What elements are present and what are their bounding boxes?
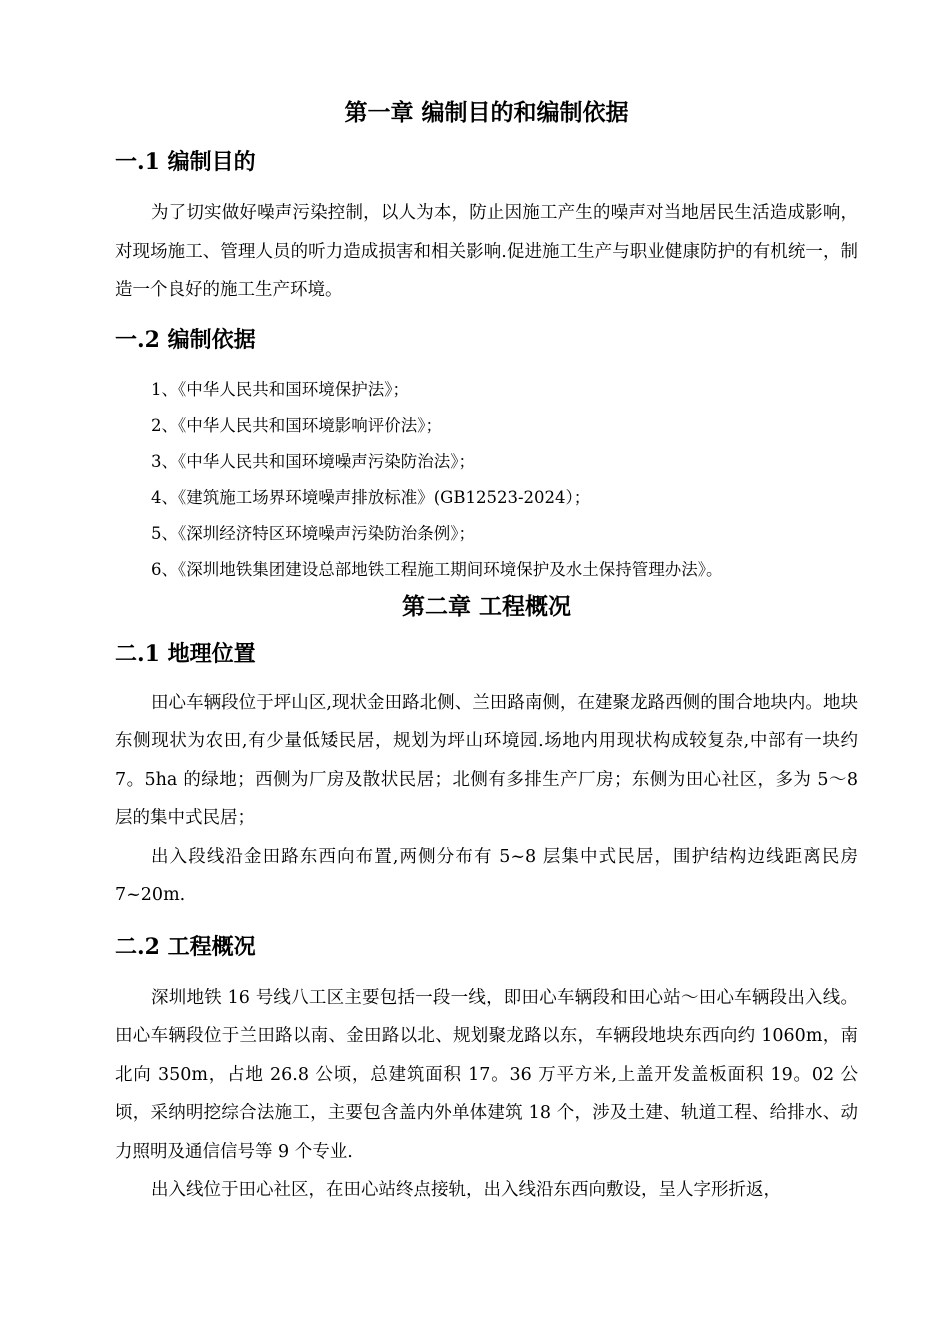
- reference-item-6: 6、《深圳地铁集团建设总部地铁工程施工期间环境保护及水土保持管理办法》。: [151, 559, 723, 579]
- section-1-1-paragraph: 为了切实做好噪声污染控制，以人为本，防止因施工产生的噪声对当地居民生活造成影响，对现场施工、管理人员的听力造成损害和相关影响.促进施工生产与职业健康防护的有机统一，制造一个良好的施工生产环境。: [115, 203, 858, 300]
- section-2-1-paragraph-2: 出入段线沿金田路东西向布置,两侧分布有 5~8 层集中式民居，围护结构边线距离民房 7~20m.: [115, 846, 858, 905]
- reference-item-5: 5、《深圳经济特区环境噪声污染防治条例》；: [151, 523, 475, 543]
- reference-list: [115, 372, 858, 588]
- reference-item-1: 1、《中华人民共和国环境保护法》；: [151, 379, 409, 399]
- section-2-2-paragraph-1: 深圳地铁 16 号线八工区主要包括一段一线，即田心车辆段和田心站～田心车辆段出入线。田心车辆段位于兰田路以南、金田路以北、规划聚龙路以东，车辆段地块东西向约 1060m，南北向 350m，占地 26.8 公顷，总建筑面积 17。36 万平方米,上盖开发盖板面积 19。02 公顷，采纳明挖综合法施工，主要包含盖内外单体建筑 18 个，涉及土建、轨道工程、给排水、动力照明及通信信号等 9 个专业.: [115, 987, 858, 1162]
- chapter-1-title: 第一章 编制目的和编制依据: [344, 99, 629, 126]
- chapter-2-title: 第二章 工程概况: [401, 592, 571, 620]
- section-1-2-title: 一.2 编制依据: [115, 326, 256, 353]
- section-2-1-title: 二.1 地理位置: [115, 640, 256, 667]
- reference-item-2: 2、《中华人民共和国环境影响评价法》；: [151, 415, 442, 435]
- reference-item-4: 4、《建筑施工场界环境噪声排放标准》(GB12523-2024）；: [151, 487, 591, 507]
- section-2-2-paragraph-2: 出入线位于田心社区，在田心站终点接轨，出入线沿东西向敷设，呈人字形折返，: [151, 1180, 781, 1200]
- reference-item-3: 3、《中华人民共和国环境噪声污染防治法》；: [151, 451, 475, 471]
- section-2-1-paragraph-1: 田心车辆段位于坪山区,现状金田路北侧、兰田路南侧，在建聚龙路西侧的围合地块内。地块东侧现状为农田,有少量低矮民居，规划为坪山环境园.场地内用现状构成较复杂,中部有一块约 7。5ha 的绿地；西侧为厂房及散状民居；北侧有多排生产厂房；东侧为田心社区，多为 5～8 层的集中式民居；: [115, 692, 858, 828]
- section-1-1-title: 一.1 编制目的: [115, 149, 256, 175]
- section-2-2-title: 二.2 工程概况: [115, 933, 256, 960]
